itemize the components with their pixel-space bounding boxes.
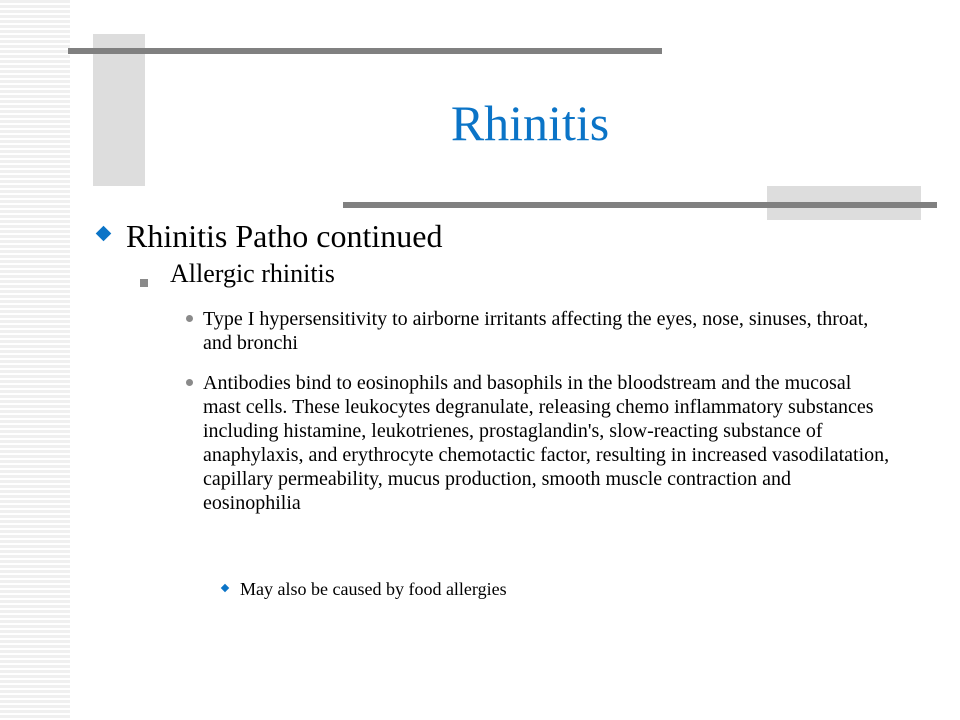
body-rule xyxy=(343,202,937,208)
bullet-level3-item: Antibodies bind to eosinophils and basophils in the bloodstream and the mucosal mast cells. These leukocytes degranulate, releasing chemo inflammatory substances including histamine, leukotrienes, prostaglandin's, slow-reacting substance of anaphylaxis, and erythrocyte chemotactic factor, resulting in increased vasodilatation, capillary permeability, mucus production, smooth muscle contraction and eosinophilia xyxy=(203,372,890,514)
bullet-level4: May also be caused by food allergies xyxy=(240,579,507,599)
diamond-bullet-icon xyxy=(96,226,112,242)
left-stripe-decoration xyxy=(0,0,70,720)
small-diamond-bullet-icon xyxy=(221,584,229,592)
round-bullet-icon xyxy=(186,315,193,322)
title-rule xyxy=(68,48,662,54)
square-bullet-icon xyxy=(140,279,148,287)
title-accent-block xyxy=(93,34,145,186)
bullet-level2: Allergic rhinitis xyxy=(170,259,335,288)
round-bullet-icon xyxy=(186,379,193,386)
slide-title: Rhinitis xyxy=(450,95,610,151)
bullet-level3-item: Type I hypersensitivity to airborne irritants affecting the eyes, nose, sinuses, throat, and bronchi xyxy=(203,308,869,354)
bullet-level1: Rhinitis Patho continued xyxy=(126,218,443,254)
